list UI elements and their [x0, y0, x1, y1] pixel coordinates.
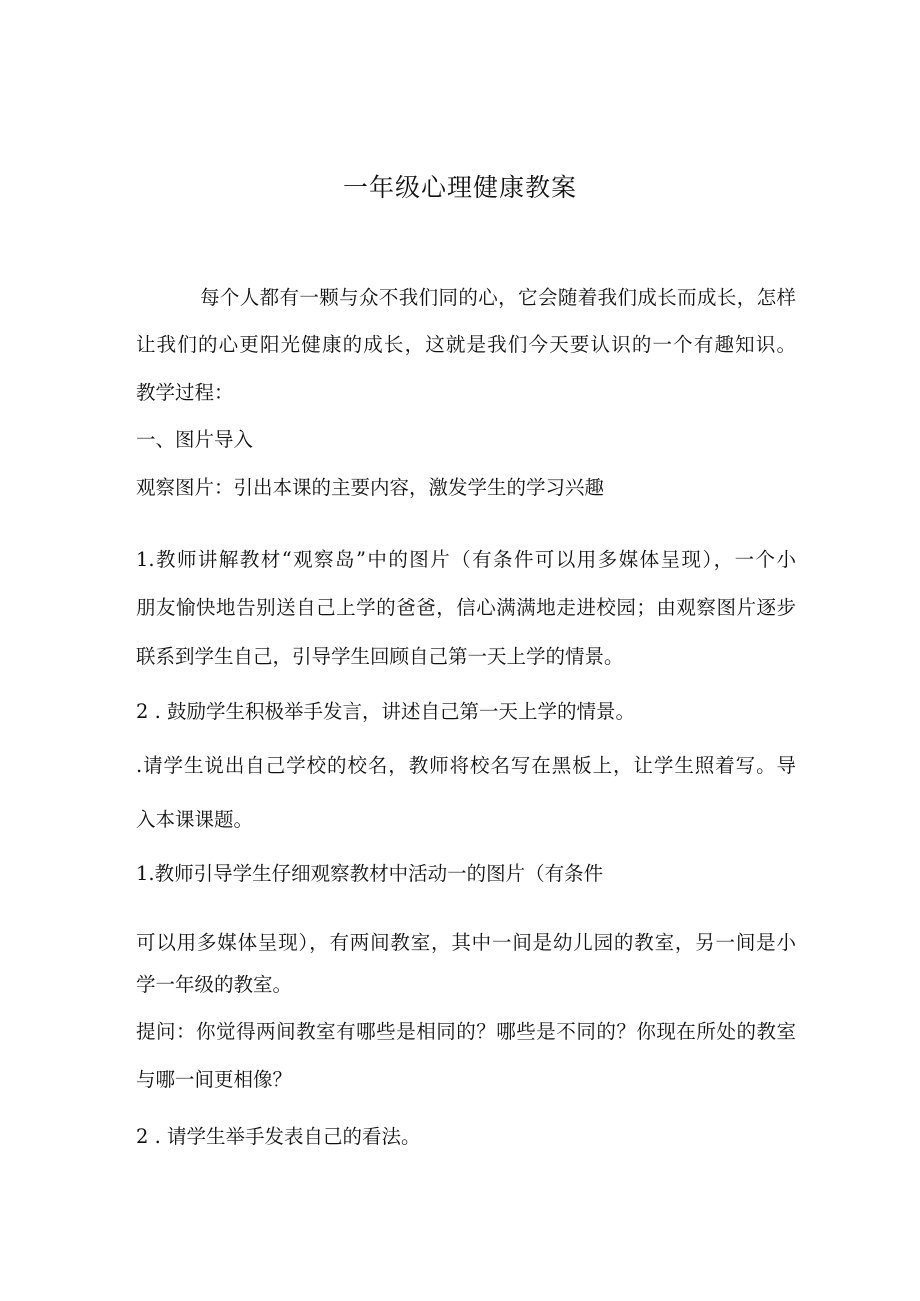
- section-heading-picture-intro: 一、图片导入: [136, 428, 254, 451]
- section-heading-teaching-process: 教学过程：: [136, 381, 234, 404]
- list-item-1-line-2: 朋友愉快地告别送自己上学的爸爸，信心满满地走进校园；由观察图片逐步: [136, 596, 796, 619]
- list-item-3-line-1: .请学生说出自己学校的校名，教师将校名写在黑板上，让学生照着写。导: [136, 754, 796, 777]
- paragraph-line-observe: 观察图片：引出本课的主要内容，激发学生的学习兴趣: [136, 476, 605, 499]
- question-line-2: 与哪一间更相像？: [136, 1068, 293, 1091]
- list-item-1-line-1: 1.教师讲解教材“观察岛”中的图片（有条件可以用多媒体呈现），一个小: [136, 548, 796, 571]
- paragraph-line-1: 每个人都有一颗与众不我们同的心，它会随着我们成长而成长，怎样: [200, 286, 796, 309]
- list-item-4-line-2: 可以用多媒体呈现），有两间教室，其中一间是幼儿园的教室，另一间是小: [136, 931, 796, 954]
- list-item-1-line-3: 联系到学生自己，引导学生回顾自己第一天上学的情景。: [136, 645, 624, 668]
- list-item-2: 2 . 鼓励学生积极举手发言，讲述自己第一天上学的情景。: [136, 700, 636, 723]
- list-item-4-line-1: 1.教师引导学生仔细观察教材中活动一的图片（有条件: [136, 862, 604, 885]
- list-item-3-line-2: 入本课课题。: [136, 808, 254, 831]
- paragraph-line-2: 让我们的心更阳光健康的成长，这就是我们今天要认识的一个有趣知识。: [136, 333, 796, 356]
- document-title: 一年级心理健康教案: [342, 173, 577, 202]
- list-item-4-line-3: 学一年级的教室。: [136, 973, 293, 996]
- question-line-1: 提问：你觉得两间教室有哪些是相同的？哪些是不同的？你现在所处的教室: [136, 1020, 796, 1043]
- list-item-5: 2 . 请学生举手发表自己的看法。: [136, 1125, 421, 1148]
